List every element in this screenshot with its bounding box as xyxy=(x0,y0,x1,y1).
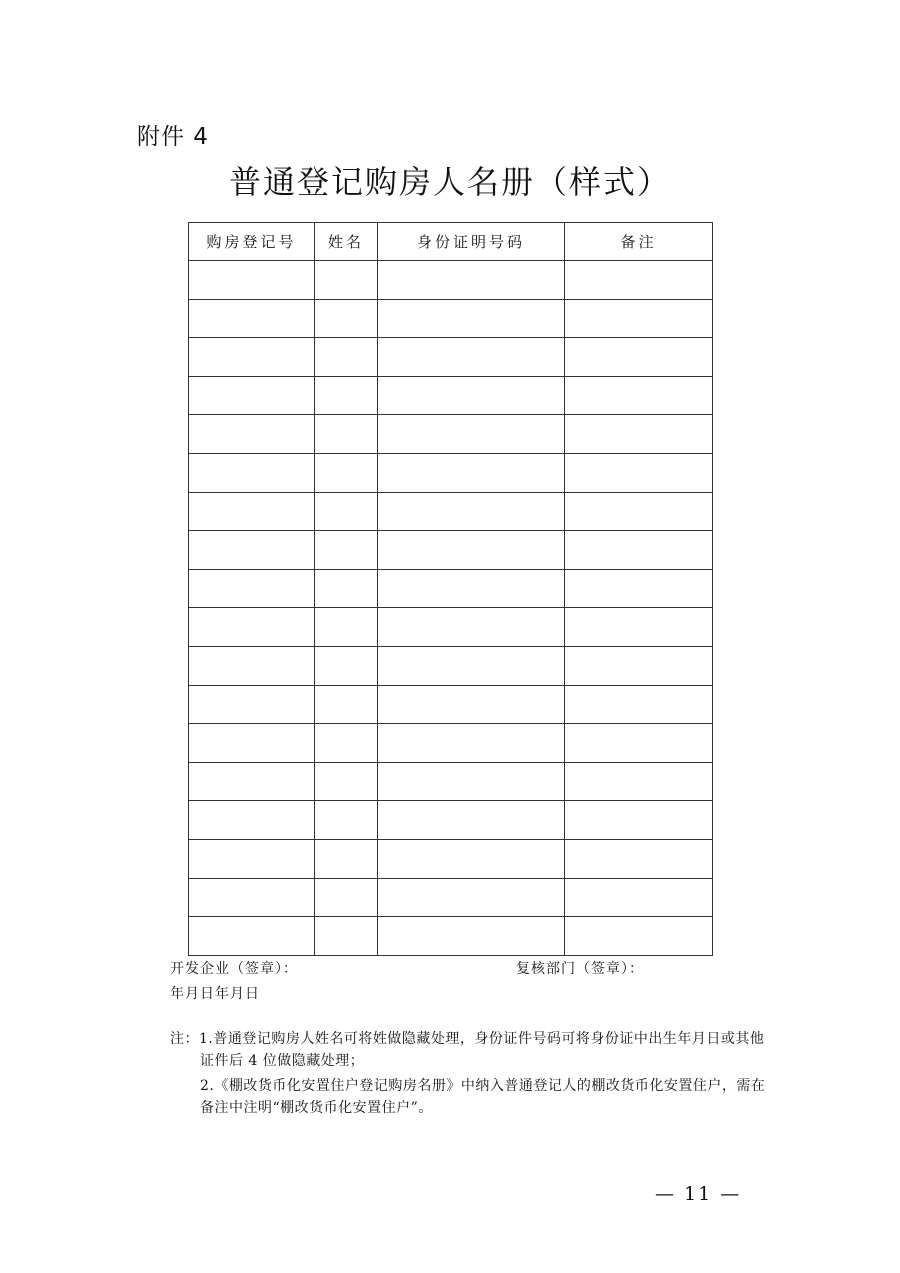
notes-section xyxy=(170,1028,770,1119)
table-cell[interactable] xyxy=(189,415,315,454)
table-row xyxy=(189,261,713,300)
table-row xyxy=(189,299,713,338)
table-cell[interactable] xyxy=(189,453,315,492)
attachment-label: 附件 4 xyxy=(137,124,209,150)
table-row xyxy=(189,453,713,492)
table-cell[interactable] xyxy=(315,415,378,454)
table-row xyxy=(189,878,713,917)
table-body xyxy=(189,261,713,956)
note-item-2 xyxy=(170,1075,770,1119)
date-line: 年月日年月日 xyxy=(170,986,260,1002)
table-cell[interactable] xyxy=(378,531,565,570)
table-cell[interactable] xyxy=(565,917,713,956)
table-cell[interactable] xyxy=(315,878,378,917)
table-row xyxy=(189,839,713,878)
table-cell[interactable] xyxy=(378,762,565,801)
table-cell[interactable] xyxy=(378,338,565,377)
table-cell[interactable] xyxy=(378,878,565,917)
table-cell[interactable] xyxy=(315,338,378,377)
table-header-row xyxy=(189,223,713,261)
table-cell[interactable] xyxy=(565,415,713,454)
table-cell[interactable] xyxy=(315,299,378,338)
table-row xyxy=(189,376,713,415)
table-row xyxy=(189,531,713,570)
table-cell[interactable] xyxy=(565,839,713,878)
table-cell[interactable] xyxy=(189,299,315,338)
table-cell[interactable] xyxy=(189,724,315,763)
table-cell[interactable] xyxy=(189,531,315,570)
table-cell[interactable] xyxy=(315,569,378,608)
table-cell[interactable] xyxy=(378,569,565,608)
table-cell[interactable] xyxy=(378,453,565,492)
notes-prefix: 注： xyxy=(170,1031,199,1047)
table-cell[interactable] xyxy=(378,839,565,878)
table-row xyxy=(189,338,713,377)
table-row xyxy=(189,415,713,454)
table-cell[interactable] xyxy=(565,261,713,300)
table-cell[interactable] xyxy=(378,685,565,724)
table-cell[interactable] xyxy=(565,531,713,570)
page-number: — 11 — xyxy=(655,1183,742,1205)
table-cell[interactable] xyxy=(189,685,315,724)
table-cell[interactable] xyxy=(189,569,315,608)
table-cell[interactable] xyxy=(565,492,713,531)
table-cell[interactable] xyxy=(378,608,565,647)
table-cell[interactable] xyxy=(378,261,565,300)
table-cell[interactable] xyxy=(189,762,315,801)
table-cell[interactable] xyxy=(189,839,315,878)
table-cell[interactable] xyxy=(315,453,378,492)
table-cell[interactable] xyxy=(378,492,565,531)
table-cell[interactable] xyxy=(565,762,713,801)
table-cell[interactable] xyxy=(565,299,713,338)
table-row xyxy=(189,608,713,647)
table-cell[interactable] xyxy=(565,646,713,685)
table-cell[interactable] xyxy=(189,338,315,377)
table-cell[interactable] xyxy=(189,917,315,956)
table-cell[interactable] xyxy=(189,608,315,647)
table-row xyxy=(189,801,713,840)
table-cell[interactable] xyxy=(378,724,565,763)
table-cell[interactable] xyxy=(565,338,713,377)
note-text-1: 1.普通登记购房人姓名可将姓做隐藏处理，身份证件号码可将身份证中出生年月日或其他证件后 4 位做隐藏处理； xyxy=(199,1031,765,1069)
table-row xyxy=(189,569,713,608)
reviewer-signature-label: 复核部门（签章）： xyxy=(516,961,644,977)
table-cell[interactable] xyxy=(189,376,315,415)
column-header-name: 姓名 xyxy=(315,223,378,261)
table-cell[interactable] xyxy=(189,492,315,531)
table-cell[interactable] xyxy=(565,453,713,492)
table-cell[interactable] xyxy=(189,261,315,300)
table-cell[interactable] xyxy=(315,261,378,300)
table-cell[interactable] xyxy=(565,801,713,840)
table-cell[interactable] xyxy=(315,801,378,840)
table-cell[interactable] xyxy=(565,376,713,415)
table-cell[interactable] xyxy=(315,531,378,570)
table-row xyxy=(189,492,713,531)
table-cell[interactable] xyxy=(378,299,565,338)
table-cell[interactable] xyxy=(378,801,565,840)
page-title: 普通登记购房人名册（样式） xyxy=(228,163,671,201)
table-cell[interactable] xyxy=(378,917,565,956)
table-cell[interactable] xyxy=(189,878,315,917)
table-row xyxy=(189,646,713,685)
table-cell[interactable] xyxy=(315,646,378,685)
table-cell[interactable] xyxy=(315,492,378,531)
column-header-registration-number: 购房登记号 xyxy=(189,223,315,261)
table-cell[interactable] xyxy=(315,608,378,647)
note-text-2: 2.《棚改货币化安置住户登记购房名册》中纳入普通登记人的棚改货币化安置住户，需在备注中注明“棚改货币化安置住户”。 xyxy=(200,1078,766,1116)
table-cell[interactable] xyxy=(315,685,378,724)
table-row xyxy=(189,762,713,801)
table-cell[interactable] xyxy=(565,878,713,917)
developer-signature-label: 开发企业（签章）： xyxy=(170,961,298,977)
table-cell[interactable] xyxy=(315,376,378,415)
table-cell[interactable] xyxy=(565,569,713,608)
table-row xyxy=(189,724,713,763)
table-cell[interactable] xyxy=(189,646,315,685)
table-cell[interactable] xyxy=(565,685,713,724)
table-row xyxy=(189,685,713,724)
table-cell[interactable] xyxy=(378,415,565,454)
table-cell[interactable] xyxy=(565,608,713,647)
column-header-id-number: 身份证明号码 xyxy=(378,223,565,261)
table-cell[interactable] xyxy=(378,376,565,415)
table-cell[interactable] xyxy=(378,646,565,685)
table-cell[interactable] xyxy=(315,839,378,878)
table-row xyxy=(189,917,713,956)
buyer-roster-table xyxy=(188,222,713,956)
note-item-1 xyxy=(170,1028,770,1072)
table-cell[interactable] xyxy=(565,724,713,763)
table-cell[interactable] xyxy=(315,724,378,763)
table-cell[interactable] xyxy=(315,917,378,956)
table-cell[interactable] xyxy=(189,801,315,840)
column-header-remarks: 备注 xyxy=(565,223,713,261)
table-cell[interactable] xyxy=(315,762,378,801)
